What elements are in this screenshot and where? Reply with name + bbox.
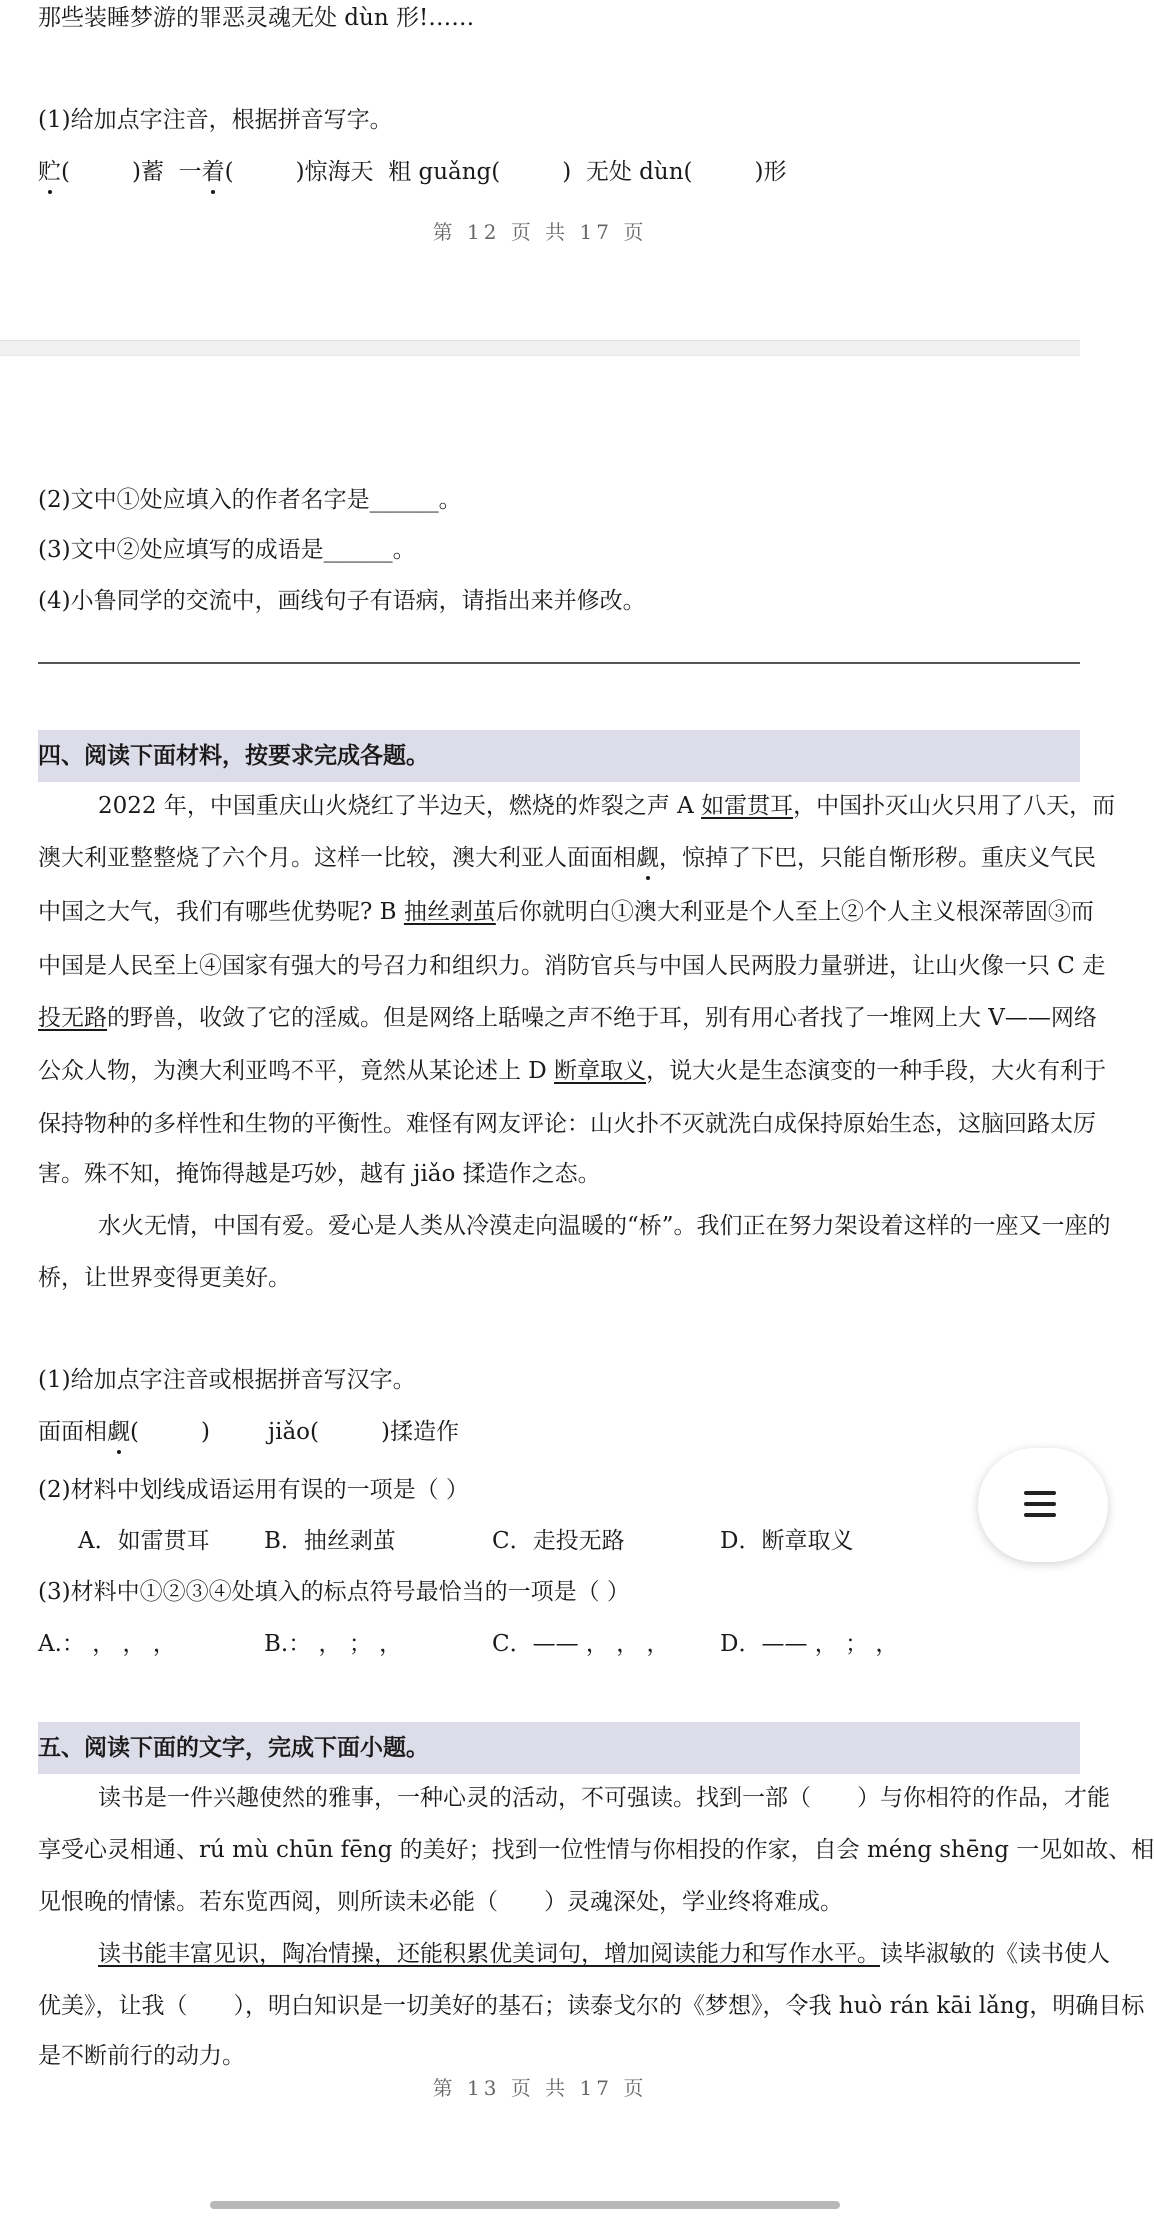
passage-line: 2022 年，中国重庆山火烧红了半边天，燃烧的炸裂之声 A 如雷贯耳，中国扑灭山火只用了八天，而 xyxy=(98,793,1116,819)
question-text: (2)文中①处应填入的作者名字是______。 xyxy=(38,487,462,513)
option-b: B．抽丝剥茧 xyxy=(264,1528,396,1554)
passage-line: 享受心灵相通、rú mù chūn fēng 的美好；找到一位性情与你相投的作家，自会 méng shēng 一见如故、相 xyxy=(38,1837,1154,1863)
option-a: A．如雷贯耳 xyxy=(78,1528,210,1554)
answer-line xyxy=(38,662,1080,664)
page-separator xyxy=(0,340,1080,356)
option-b: B.： ， ； ， xyxy=(264,1631,403,1657)
question-text: (4)小鲁同学的交流中，画线句子有语病，请指出来并修改。 xyxy=(38,588,646,614)
passage-line: 中国是人民至上④国家有强大的号召力和组织力。消防官兵与中国人民两股力量骈进，让山火像一只 C 走 xyxy=(38,953,1106,979)
option-a: A.： ， ， ， xyxy=(38,1631,176,1657)
passage-line: 是不断前行的动力。 xyxy=(38,2043,245,2069)
passage-line: 保持物种的多样性和生物的平衡性。难怪有网友评论：山火扑不灭就洗白成保持原始生态，这脑回路太厉 xyxy=(38,1111,1096,1137)
floating-menu-button[interactable] xyxy=(978,1448,1108,1562)
question-title: (3)材料中①②③④处填入的标点符号最恰当的一项是（ ） xyxy=(38,1579,630,1605)
option-d: D．断章取义 xyxy=(720,1528,854,1554)
passage-line: 澳大利亚整整烧了六个月。这样一比较，澳大利亚人面面相觑，惊掉了下巴，只能自惭形秽。重庆义气民 xyxy=(38,842,1096,874)
question-items: 贮( )蓄 一着( )惊海天 粗 guǎng( ) 无处 dùn( )形 xyxy=(38,156,787,188)
dotted-char: 着 xyxy=(202,156,225,188)
question-title: (1)给加点字注音或根据拼音写汉字。 xyxy=(38,1367,416,1393)
passage-line: 桥，让世界变得更美好。 xyxy=(38,1265,291,1291)
question-title: (1)给加点字注音，根据拼音写字。 xyxy=(38,107,393,133)
passage-line: 优美》，让我（ ），明白知识是一切美好的基石；读泰戈尔的《梦想》，令我 huò rán kāi lǎng，明确目标 xyxy=(38,1993,1145,2019)
option-d: D．—— ， ； ， xyxy=(720,1631,899,1657)
passage-line: 见恨晚的情愫。若东览西阅，则所读未必能（ ）灵魂深处，学业终将难成。 xyxy=(38,1889,843,1915)
question-title: (2)材料中划线成语运用有误的一项是（ ） xyxy=(38,1477,469,1503)
passage-line: 公众人物，为澳大利亚鸣不平，竟然从某论述上 D 断章取义，说大火是生态演变的一种手段，大火有利于 xyxy=(38,1058,1107,1084)
question-text: (3)文中②处应填写的成语是______。 xyxy=(38,537,416,563)
passage-line: 读书是一件兴趣使然的雅事，一种心灵的活动，不可强读。找到一部（ ）与你相符的作品，才能 xyxy=(98,1785,1110,1811)
passage-line: 水火无情，中国有爱。爱心是人类从冷漠走向温暖的“桥”。我们正在努力架设着这样的一座又一座的 xyxy=(98,1213,1111,1239)
option-c: C．—— ， ， ， xyxy=(492,1631,670,1657)
page-footer: 第 12 页 共 17 页 xyxy=(432,220,648,244)
passage-line: 中国之大气，我们有哪些优势呢? B 抽丝剥茧后你就明白①澳大利亚是个人至上②个人主义根深蒂固③而 xyxy=(38,899,1094,925)
dotted-char: 贮 xyxy=(38,156,61,188)
text-line: 那些装睡梦游的罪恶灵魂无处 dùn 形!…… xyxy=(38,5,475,31)
section-heading: 五、阅读下面的文字，完成下面小题。 xyxy=(38,1734,429,1761)
section-heading-bar xyxy=(38,730,1080,782)
page-footer: 第 13 页 共 17 页 xyxy=(432,2076,648,2100)
section-heading: 四、阅读下面材料，按要求完成各题。 xyxy=(38,742,429,769)
horizontal-scrollbar[interactable] xyxy=(210,2201,840,2209)
passage-line: 害。殊不知，掩饰得越是巧妙，越有 jiǎo 揉造作之态。 xyxy=(38,1161,601,1187)
hamburger-menu-icon-bar xyxy=(1024,1502,1056,1506)
hamburger-menu-icon-bar xyxy=(1024,1513,1056,1517)
question-items: 面面相觑( ) jiǎo( )揉造作 xyxy=(38,1416,459,1448)
option-c: C．走投无路 xyxy=(492,1528,625,1554)
section-heading-bar xyxy=(38,1722,1080,1774)
passage-line: 投无路的野兽，收敛了它的淫威。但是网络上聒噪之声不绝于耳，别有用心者找了一堆网上大 V——网络 xyxy=(38,1005,1097,1031)
hamburger-menu-icon xyxy=(1024,1491,1056,1495)
passage-line: 读书能丰富见识，陶冶情操，还能积累优美词句，增加阅读能力和写作水平。读毕淑敏的《读书使人 xyxy=(98,1941,1110,1967)
